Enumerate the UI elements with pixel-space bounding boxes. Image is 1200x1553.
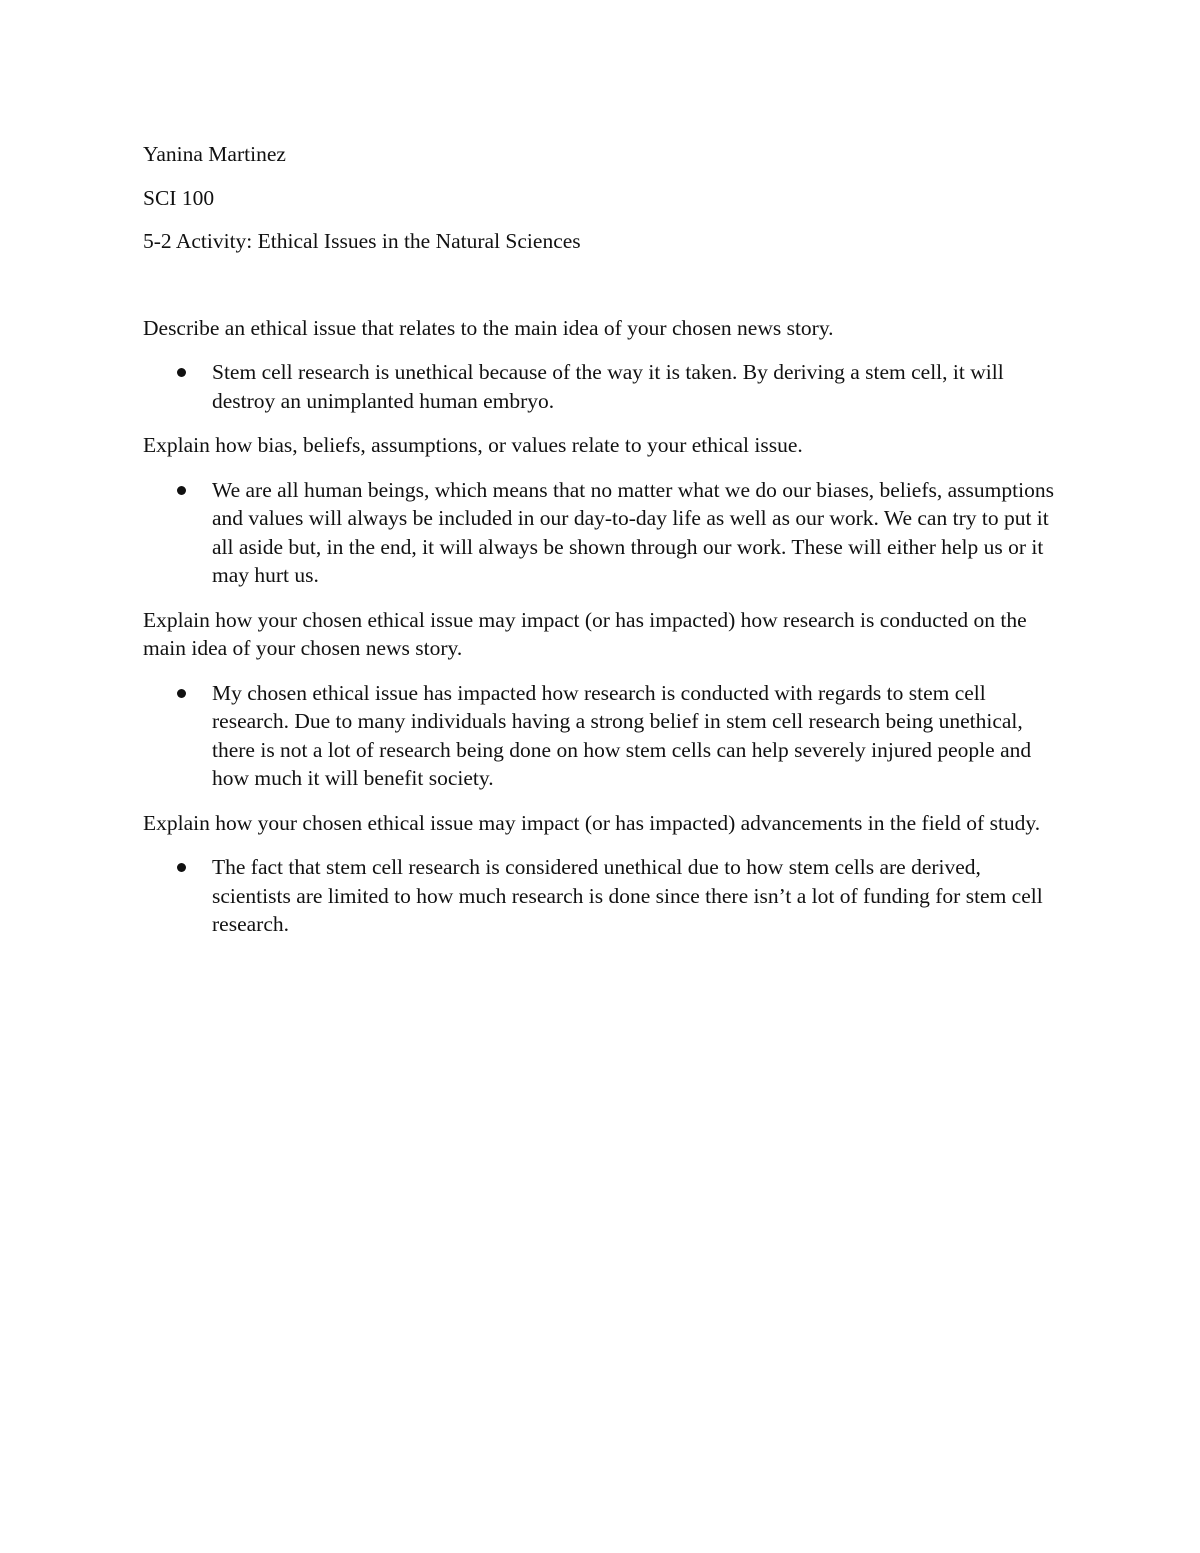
author-name: Yanina Martinez — [143, 142, 286, 166]
answer-item — [143, 476, 1063, 590]
section-research-impact — [143, 606, 1063, 793]
answer-list — [143, 853, 1063, 939]
answer-text: My chosen ethical issue has impacted how research is conducted with regards to stem cell research. Due to many individuals having a strong belief in stem cell research being unethical, there is not a lot of research being done on how stem cells can help severely injured people and how much it will benefit society. — [212, 680, 1032, 790]
answer-list — [143, 679, 1063, 793]
answer-text: We are all human beings, which means that no matter what we do our biases, beliefs, assumptions and values will always be included in our day-to-day life as well as our work. We can try to put it all aside but, in the end, it will always be shown through our work. These will either help us or it may hurt us. — [212, 477, 1054, 587]
question-text: Explain how bias, beliefs, assumptions, or values relate to your ethical issue. — [143, 433, 803, 457]
answer-item — [143, 853, 1063, 939]
question-text: Explain how your chosen ethical issue may impact (or has impacted) how research is conducted on the main idea of your chosen news story. — [143, 607, 1027, 660]
answer-item — [143, 358, 1063, 415]
answer-list — [143, 358, 1063, 415]
question-text: Explain how your chosen ethical issue may impact (or has impacted) advancements in the field of study. — [143, 810, 1041, 835]
document-header — [143, 140, 1063, 256]
section-advancements-impact — [143, 809, 1063, 939]
answer-item — [143, 679, 1063, 793]
bullet-icon — [177, 863, 186, 872]
bullet-icon — [177, 486, 186, 495]
section-bias-beliefs — [143, 431, 1063, 590]
course-code: SCI 100 — [143, 185, 215, 210]
assignment-title: 5-2 Activity: Ethical Issues in the Natural Sciences — [143, 229, 581, 253]
document-body — [143, 140, 1063, 955]
answer-list — [143, 476, 1063, 590]
question-text: Describe an ethical issue that relates to the main idea of your chosen news story. — [143, 315, 834, 340]
answer-text: The fact that stem cell research is considered unethical due to how stem cells are derived, scientists are limited to how much research is done since there isn’t a lot of funding for stem cell research. — [212, 855, 1043, 936]
answer-text: Stem cell research is unethical because of the way it is taken. By deriving a stem cell, it will destroy an unimplanted human embryo. — [212, 360, 1004, 413]
section-ethical-issue — [143, 314, 1063, 416]
bullet-icon — [177, 689, 186, 698]
bullet-icon — [177, 368, 186, 377]
